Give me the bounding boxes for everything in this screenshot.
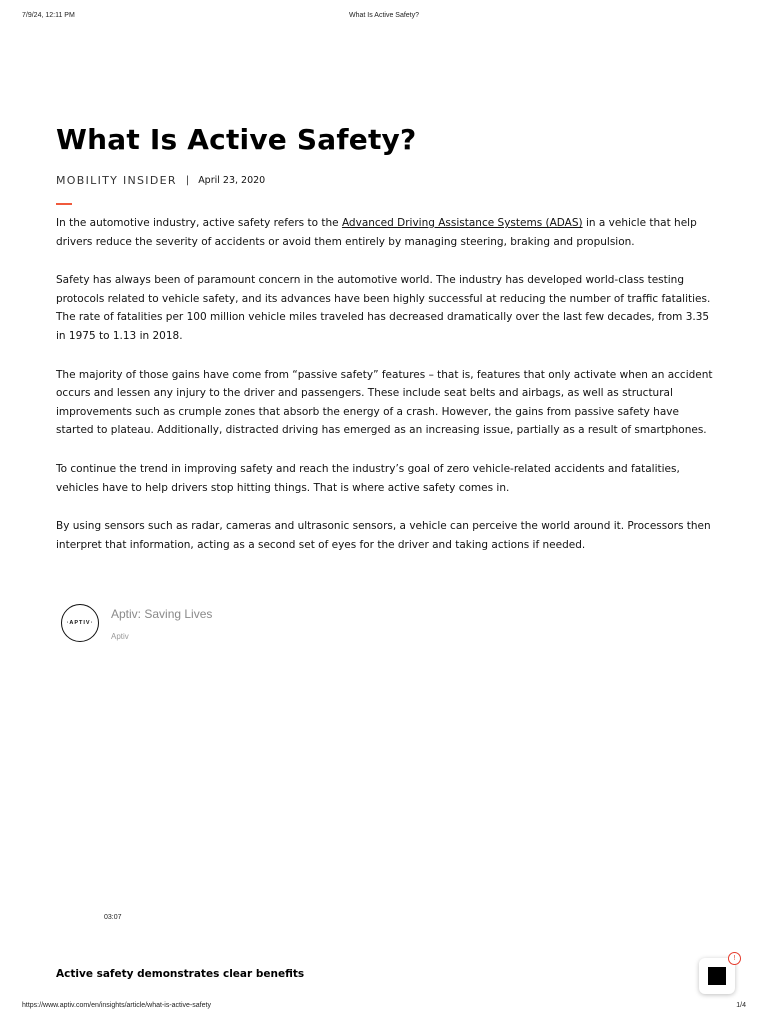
article-body bbox=[56, 214, 716, 554]
print-date: 7/9/24, 12:11 PM bbox=[22, 12, 75, 19]
article bbox=[56, 120, 716, 574]
video-title[interactable]: Aptiv: Saving Lives bbox=[111, 607, 213, 621]
section-heading: Active safety demonstrates clear benefits bbox=[56, 968, 305, 980]
print-page-number: 1/4 bbox=[736, 1002, 746, 1009]
print-header bbox=[0, 12, 768, 24]
paragraph-4: To continue the trend in improving safety and reach the industry’s goal of zero vehicle-related accidents and fatalities, vehicles have to help drivers stop hitting things. That is where active safety comes in. bbox=[56, 462, 680, 494]
paragraph-5: By using sensors such as radar, cameras and ultrasonic sensors, a vehicle can perceive the world around it. Processors then interpret that information, acting as a second set of eyes for the driver and taking actions if needed. bbox=[56, 520, 711, 551]
aptiv-logo-text: ·APTIV· bbox=[66, 620, 94, 626]
floating-action-button[interactable] bbox=[699, 955, 736, 994]
accent-divider bbox=[56, 203, 72, 205]
video-channel[interactable]: Aptiv bbox=[111, 632, 129, 641]
adas-link[interactable]: Advanced Driving Assistance Systems (ADAS) bbox=[341, 217, 583, 229]
paragraph-1 bbox=[56, 214, 716, 251]
stop-square-icon bbox=[708, 967, 726, 985]
alert-badge: ! bbox=[728, 952, 741, 965]
article-category[interactable]: MOBILITY INSIDER bbox=[56, 174, 177, 187]
paragraph-3: The majority of those gains have come from “passive safety” features – that is, features that only activate when an accident occurs and lessen any injury to the driver and passengers. These include seat belts and airbags, as well as structural improvements such as crumple zones that absorb the energy of a crash. However, the gains from passive safety have started to plateau. Additionally, distracted driving has emerged as an increasing issue, partially as a result of smartphones. bbox=[56, 368, 713, 437]
aptiv-logo[interactable] bbox=[61, 604, 99, 642]
video-embed[interactable] bbox=[60, 602, 460, 662]
video-duration: 03:07 bbox=[104, 914, 122, 921]
article-date: April 23, 2020 bbox=[198, 175, 266, 186]
paragraph-1-rest: in a vehicle that help drivers reduce the severity of accidents or avoid them entirely by managing steering, braking and propulsion. bbox=[56, 217, 697, 248]
print-url: https://www.aptiv.com/en/insights/article/what-is-active-safety bbox=[22, 1002, 211, 1009]
print-title: What Is Active Safety? bbox=[348, 12, 420, 19]
article-meta bbox=[56, 174, 716, 187]
paragraph-2: Safety has always been of paramount concern in the automotive world. The industry has developed world-class testing protocols related to vehicle safety, and its advances have been highly successful at reducing the number of traffic fatalities. The rate of fatalities per 100 million vehicle miles traveled has decreased dramatically over the last few decades, from 3.35 in 1975 to 1.13 in 2018. bbox=[56, 274, 711, 342]
meta-separator: | bbox=[185, 175, 190, 186]
paragraph-1-lead: In the automotive industry, active safety refers to the bbox=[56, 217, 342, 229]
article-title: What Is Active Safety? bbox=[56, 123, 417, 156]
